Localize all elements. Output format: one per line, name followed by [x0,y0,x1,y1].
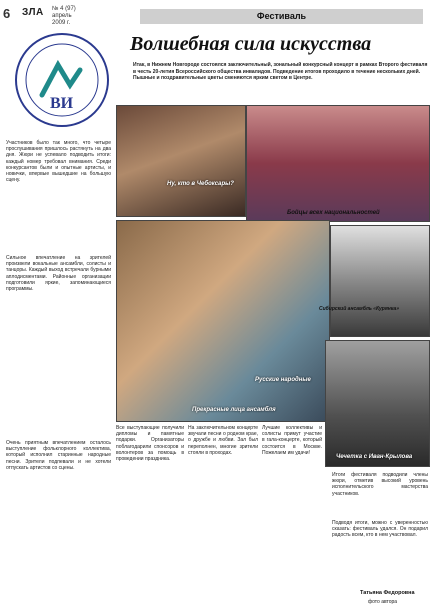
article-column-1-top: Участников было так много, что четыре прослушивания пришлось растянуть на два дня. Жюри не успевало подводить итоги: каждый номер требовал внимания. Среди конкурсантов были и опытные артисты, и новички, впервые вышедшие на большую сцену. [6,140,111,184]
article-column-2: Все выступающие получили дипломы и памятные подарки. Организаторы поблагодарили спонсоров и волонтеров за помощь в проведении праздника. [116,425,184,463]
photo-caption: Чечетка с Иван-Крылова [336,454,413,460]
author-signature: Татьяна Федоровна [360,590,415,596]
photo-singers [116,220,330,422]
article-column-3: Лучшие коллективы и солисты примут участие в гала-концерте, который состоится в Москве. Пожелаем им удачи! [262,425,322,456]
photo-caption: Бойцы всех национальностей [287,210,380,216]
article-column-1-bottom: Очень приятным впечатлением осталось выступление фольклорного коллектива, который исполнил старинные народные песни. Зрители подпевали и не хотели отпускать артистов со сцены. [6,440,111,471]
svg-text:ВИ: ВИ [50,95,74,112]
photo-tapdance [325,340,430,467]
article-column-1-mid: Сильное впечатление на зрителей произвели вокальные ансамбли, солисты и танцоры. Каждый выход встречали бурными аплодисментами. Районные организации подготовили яркие, запоминающиеся программы. [6,255,111,293]
section-title: Фестиваль [256,11,307,21]
festival-emblem-icon [12,30,112,130]
section-bar [140,9,423,24]
article-lead: Итак, в Нижнем Новгороде состоялся заключительный, зональный конкурсный концерт в рамках Второго фестиваля в честь 20-летия Всероссийского общества инвалидов. Подведение итогов проходило в течение нескольких дней. Пышные и поздравительные цветы сменяются ярким светом в Центре. [133,62,428,81]
article-column-4b: Подводя итоги, можно с уверенностью сказать: фестиваль удался. Он подарил радость всем, кто в нем участвовал. [332,520,428,539]
photo-dancer [116,105,246,217]
photo-performers [319,225,430,337]
article-column-4: Итоги фестиваля подводили члены жюри, отметив высокий уровень исполнительского мастерства участников. [332,472,428,497]
issue-info: № 4 (97) апрель 2009 г. [52,6,76,26]
newspaper-brand: ЗЛА [22,7,44,18]
author-role: фото автора [368,599,398,605]
photo-caption-folk: Русские народные [255,377,311,383]
article-column-2b: На заключительном концерте звучали песни о родном крае, о дружбе и любви. Зал был переполнен, многие зрители стояли в проходах. [188,425,258,456]
photo-caption: Сибирский ансамбль «Курянка» [319,306,399,312]
photo-ensemble [246,105,430,222]
photo-caption: Прекрасные лица ансамбля [192,407,276,413]
photo-caption: Ну, кто в Чебоксары? [167,181,234,187]
page-number: 6 [3,6,11,21]
article-headline: Волшебная сила искусства [130,33,372,55]
